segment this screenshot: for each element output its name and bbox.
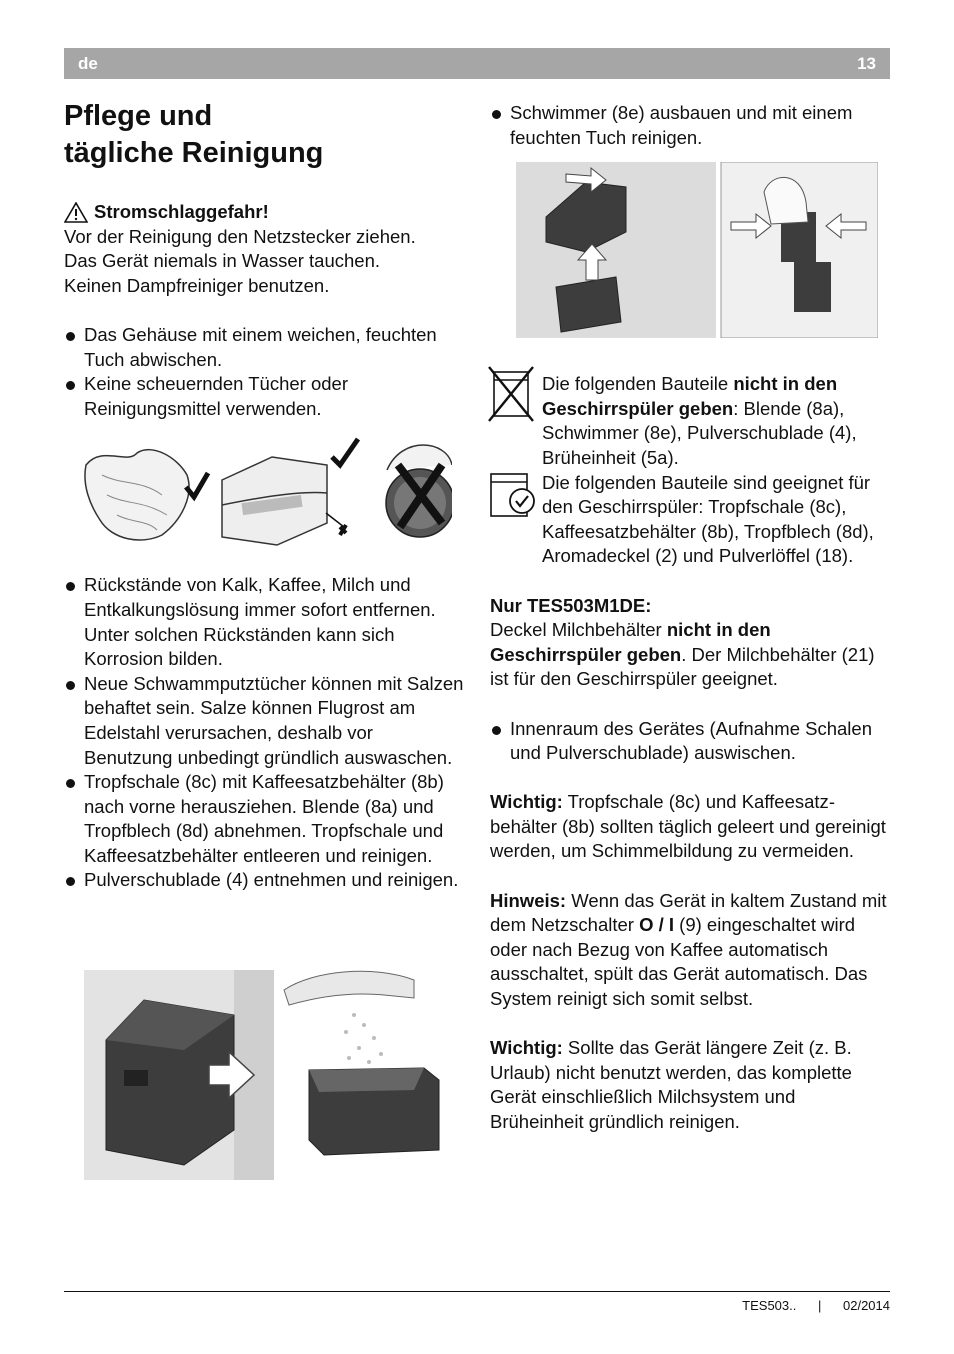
warning-line-1: Vor der Reinigung den Netzstecker ziehen. [64, 225, 416, 247]
page-number: 13 [857, 54, 876, 73]
dishwasher-ok-block [490, 471, 890, 569]
list-item: Schwimmer (8e) ausbauen und mit einem feuchten Tuch reinigen. [490, 101, 890, 150]
list-item: Das Gehäuse mit einem weichen, feuchten Tuch abwischen. [64, 323, 464, 372]
drip-tray-and-rinse-illustration [84, 970, 444, 1180]
title-line-1: Pflege und [64, 100, 213, 132]
care-list-b [64, 573, 464, 893]
warning-heading [64, 200, 464, 225]
list-item: Keine scheuernden Tücher oder Reinigungsmittel verwenden. [64, 372, 464, 421]
footer-model: TES503.. [742, 1298, 797, 1313]
list-item: Tropfschale (8c) mit Kaffeesatzbehälter (8b) nach vorne herausziehen. Blende (8a) und Tropfblech (8d) abnehmen. Tropfschale und Kaffeesatzbehälter entleeren und reinigen. [64, 770, 464, 868]
warning-line-2: Das Gerät niemals in Wasser tauchen. [64, 250, 380, 272]
footer-divider [64, 1291, 890, 1292]
interior-list [490, 717, 890, 766]
important-note-1: Wichtig: Tropfschale (8c) und Kaffeesatzbehälter (8b) sollten täglich geleert und gereinigt werden, um Schimmelbildung zu vermeiden. [490, 791, 886, 862]
not-dishwasher-block [490, 372, 890, 470]
list-item: Innenraum des Gerätes (Aufnahme Schalen und Pulverschublade) auswischen. [490, 717, 890, 766]
page-title [64, 98, 464, 172]
float-list [490, 101, 890, 150]
float-removal-illustration [516, 162, 878, 338]
list-item: Pulverschublade (4) entnehmen und reinigen. [64, 868, 464, 893]
left-column [64, 98, 464, 893]
header-bar [64, 48, 890, 79]
dishwasher-ok-text: Die folgenden Bauteile sind geeignet für den Geschirrspüler: Tropfschale (8c), Kaffeesatzbehälter (8b), Tropfblech (8d), Aromadeckel (2) und Pulverlöffel (18). [542, 471, 874, 567]
title-line-2: tägliche Reinigung [64, 137, 324, 169]
warning-title: Stromschlaggefahr! [94, 201, 269, 222]
warning-triangle-icon [64, 202, 88, 223]
warning-line-3: Keinen Dampfreiniger benutzen. [64, 274, 330, 296]
care-list-a [64, 323, 464, 421]
footer [734, 1298, 890, 1313]
footer-date: 02/2014 [843, 1298, 890, 1313]
no-dishwasher-icon [488, 366, 534, 422]
important-note-2: Wichtig: Sollte das Gerät längere Zeit (z. B. Urlaub) nicht benutzt werden, das komplette Gerät einschließlich Milchsystem und Brüheinheit gründlich reinigen. [490, 1037, 852, 1132]
model-note-title: Nur TES503M1DE: [490, 594, 652, 616]
model-note-text: Deckel Milchbehälter nicht in den Geschirrspüler geben. Der Milchbehälter (21) ist für den Geschirrspüler geeignet. [490, 619, 875, 690]
list-item: Neue Schwammputztücher können mit Salzen behaftet sein. Salze können Flugrost am Edelstahl verursachen, deshalb vor Benutzung unbedingt gründlich auswaschen. [64, 672, 464, 770]
language-code: de [78, 54, 98, 73]
cleaning-materials-illustration [82, 435, 452, 553]
hint-note: Hinweis: Wenn das Gerät in kaltem Zustand mit dem Netzschalter O / I (9) eingeschaltet wird oder nach Bezug von Kaffee automatisch ausschaltet, spült das Gerät automatisch. Das System reinigt sich somit selbst. [490, 889, 887, 1010]
dishwasher-safe-icon [490, 473, 538, 521]
not-dishwasher-text: Die folgenden Bauteile nicht in den Geschirrspüler geben: Blende (8a), Schwimmer (8e), Pulverschublade (4), Brüheinheit (5a). [542, 373, 857, 468]
footer-separator: | [817, 1298, 822, 1313]
right-column [490, 101, 890, 1135]
list-item: Rückstände von Kalk, Kaffee, Milch und Entkalkungslösung immer sofort entfernen. Unter solchen Rückständen kann sich Korrosion bilden. [64, 573, 464, 671]
